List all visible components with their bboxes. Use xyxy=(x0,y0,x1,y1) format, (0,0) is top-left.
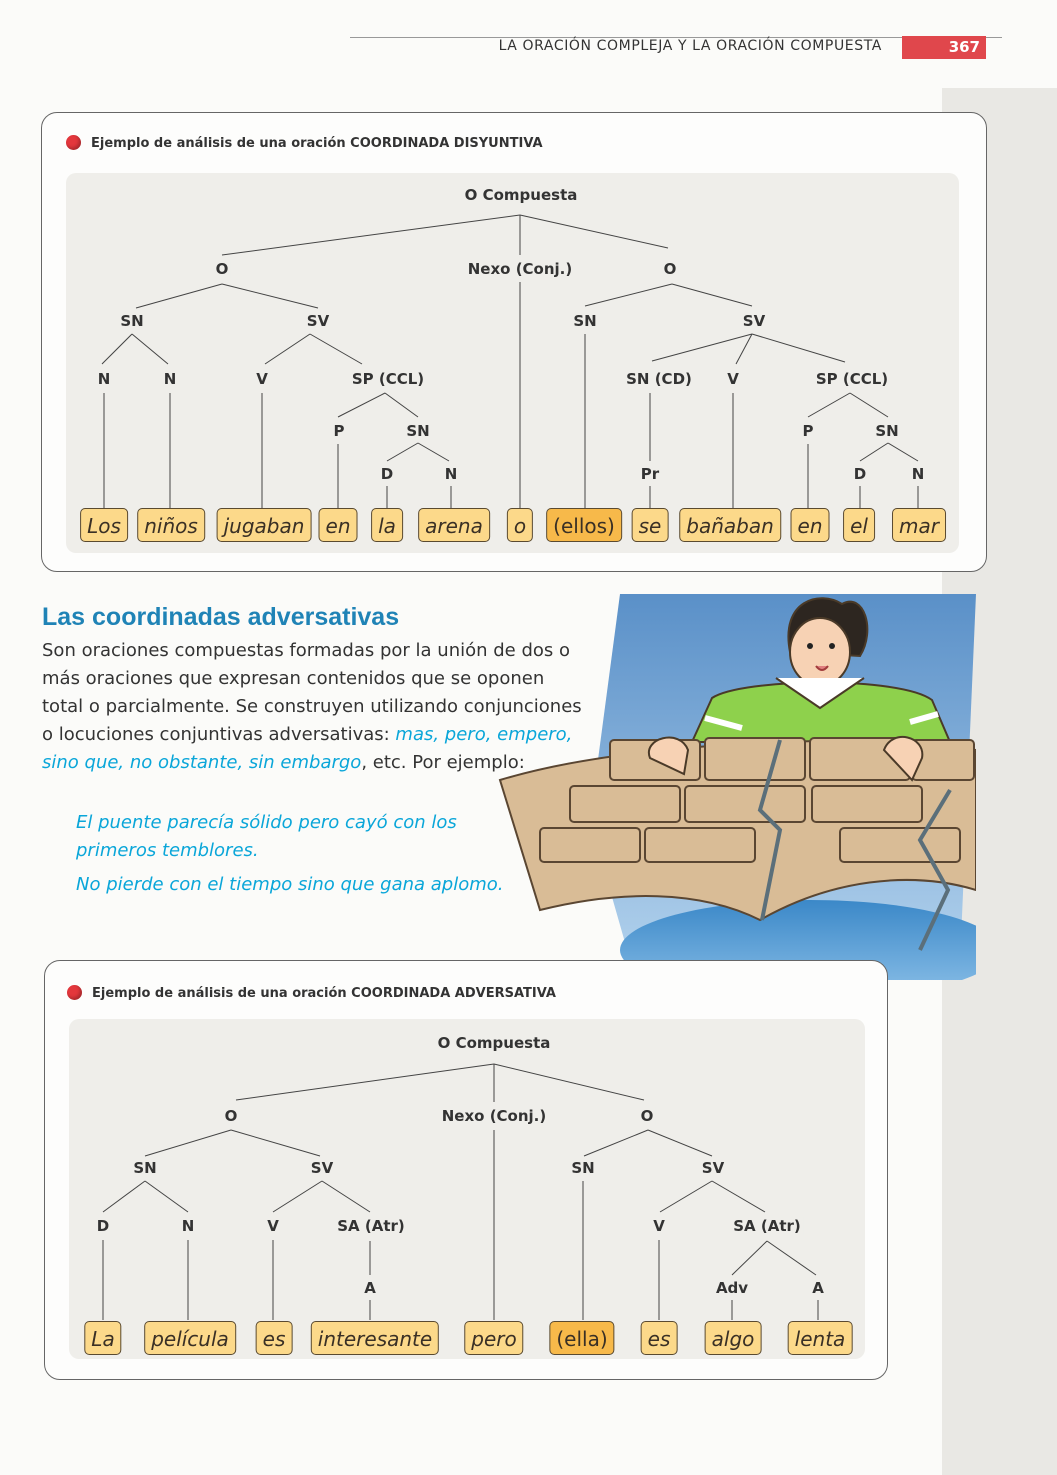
tree-node-p: P xyxy=(802,422,814,440)
word-box: el xyxy=(843,508,875,542)
word-box: pero xyxy=(464,1321,523,1355)
word-box: se xyxy=(632,508,669,542)
example-title-text: Ejemplo de análisis de una oración COORDINADA ADVERSATIVA xyxy=(92,986,556,1001)
tree-node-v: V xyxy=(653,1217,665,1235)
word-box: Los xyxy=(80,508,128,542)
tree-node-n: N xyxy=(97,370,111,388)
tree-node-n: N xyxy=(181,1217,195,1235)
tree-node-d: D xyxy=(853,465,867,483)
word-box: la xyxy=(371,508,403,542)
tree-node-root: O Compuesta xyxy=(464,186,578,204)
tree-node-nexo: Nexo (Conj.) xyxy=(467,260,573,278)
tree-node-a: A xyxy=(812,1279,824,1297)
tree-node-sn: SN xyxy=(133,1159,157,1177)
tree-node-v: V xyxy=(256,370,268,388)
tree-node-p: P xyxy=(333,422,345,440)
tree-node-sa-atr: SA (Atr) xyxy=(733,1217,801,1235)
tree-node-d: D xyxy=(380,465,394,483)
tree-node-sv: SV xyxy=(701,1159,725,1177)
example-sentence: El puente parecía sólido pero cayó con los primeros temblores. xyxy=(76,812,457,861)
word-box: lenta xyxy=(788,1321,853,1355)
tree-node-sn: SN xyxy=(120,312,144,330)
tree-node-o-left: O xyxy=(224,1107,238,1125)
word-box: es xyxy=(641,1321,678,1355)
word-box: arena xyxy=(418,508,490,542)
word-box: niños xyxy=(137,508,205,542)
tree-node-sv: SV xyxy=(310,1159,334,1177)
section-title: Las coordinadas adversativas xyxy=(42,603,400,631)
tree-node-adv: Adv xyxy=(715,1279,749,1297)
tree-node-sv: SV xyxy=(306,312,330,330)
tree-node-pr: Pr xyxy=(640,465,660,483)
tree-node-sn: SN xyxy=(571,1159,595,1177)
tree-node-nexo: Nexo (Conj.) xyxy=(441,1107,547,1125)
tree-node-root: O Compuesta xyxy=(437,1034,551,1052)
word-box-implicit: (ellos) xyxy=(546,508,622,542)
tree-node-v: V xyxy=(727,370,739,388)
word-box: La xyxy=(84,1321,121,1355)
word-box: jugaban xyxy=(217,508,312,542)
tree-node-o-left: O xyxy=(215,260,229,278)
tree-node-sa-atr: SA (Atr) xyxy=(337,1217,405,1235)
word-box: es xyxy=(256,1321,293,1355)
tree-node-sn: SN xyxy=(573,312,597,330)
word-box: bañaban xyxy=(679,508,781,542)
tree-node-sp-ccl: SP (CCL) xyxy=(815,370,889,388)
tree-node-o-right: O xyxy=(640,1107,654,1125)
tree-node-a: A xyxy=(364,1279,376,1297)
paragraph-end: , etc. Por ejemplo: xyxy=(361,752,525,773)
word-box: en xyxy=(791,508,830,542)
page-number: 367 xyxy=(902,36,986,59)
word-box: mar xyxy=(892,508,946,542)
tree-node-sn-cd: SN (CD) xyxy=(626,370,692,388)
word-box: en xyxy=(319,508,358,542)
tree-node-sn: SN xyxy=(875,422,899,440)
example-title-text: Ejemplo de análisis de una oración COORDINADA DISYUNTIVA xyxy=(91,136,543,151)
word-box: película xyxy=(144,1321,236,1355)
paragraph-text: Son oraciones compuestas formadas por la unión de dos o más oraciones que expresan contenidos que se oponen total o parcialmente. Se construyen utilizando conjunciones o locuciones conjuntivas adversativas: xyxy=(42,640,582,745)
tree-node-d: D xyxy=(96,1217,110,1235)
tree-node-sv: SV xyxy=(742,312,766,330)
example-sentence: No pierde con el tiempo sino que gana aplomo. xyxy=(76,874,504,895)
tree-node-sn: SN xyxy=(406,422,430,440)
word-box-implicit: (ella) xyxy=(549,1321,614,1355)
word-box: interesante xyxy=(311,1321,439,1355)
word-box: o xyxy=(507,508,533,542)
tree-node-n: N xyxy=(163,370,177,388)
conjunction-list: mas, pero, empero, sino que, no obstante, sin embargo xyxy=(42,724,573,773)
tree-node-v: V xyxy=(267,1217,279,1235)
tree-node-sp-ccl: SP (CCL) xyxy=(351,370,425,388)
word-box: algo xyxy=(705,1321,762,1355)
tree-node-n: N xyxy=(444,465,458,483)
tree-node-o-right: O xyxy=(663,260,677,278)
tree-node-n: N xyxy=(911,465,925,483)
chapter-header: LA ORACIÓN COMPLEJA Y LA ORACIÓN COMPUESTA xyxy=(498,38,882,54)
